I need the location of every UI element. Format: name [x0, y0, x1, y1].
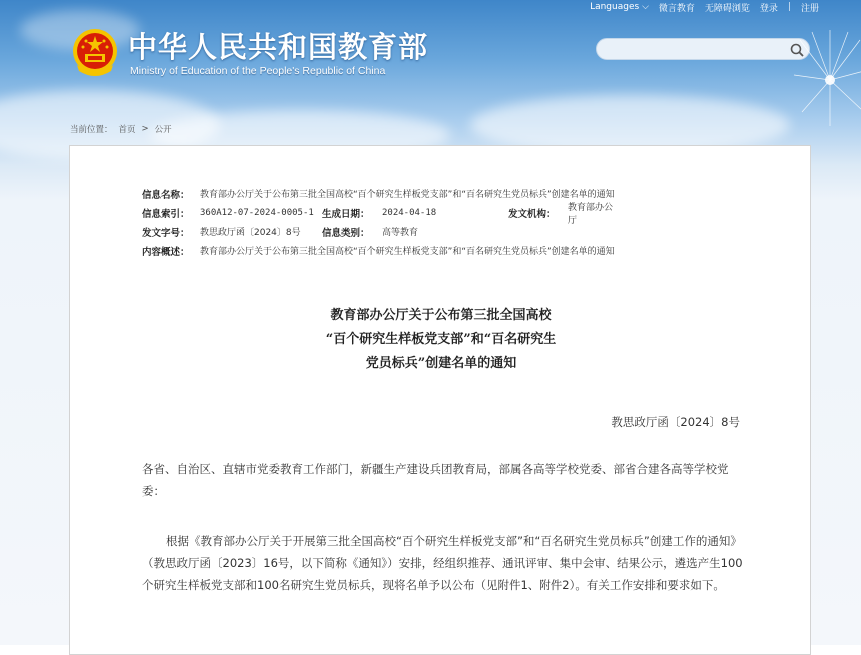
- body-paragraph: 根据《教育部办公厅关于开展第三批全国高校“百个研究生样板党支部”和“百名研究生党员标兵”创建工作的通知》（教思政厅函〔2023〕16号，以下简称《通知》）安排，经组织推荐、通讯评审、集中会审、结果公示，遴选产生100个研究生样板党支部和100名研究生党员标兵，现将名单予以公布（见附件1、附件2）。有关工作安排和要求如下。: [142, 534, 743, 592]
- top-utility-bar: [590, 0, 819, 14]
- login-link[interactable]: 登录: [759, 3, 778, 14]
- metadata-table: [142, 184, 615, 260]
- meta-category-label: 信息类别：: [322, 227, 370, 239]
- meta-date-label: 生成日期：: [322, 208, 370, 220]
- breadcrumb-prefix: 当前位置：: [70, 125, 113, 135]
- breadcrumb: [70, 123, 172, 135]
- title-line: 教育部办公厅关于公布第三批全国高校: [330, 308, 552, 323]
- document-number: 教思政厅函〔2024〕8号: [611, 415, 740, 429]
- meta-date-value: 2024-04-18: [382, 207, 437, 218]
- divider: |: [787, 2, 791, 12]
- breadcrumb-home[interactable]: 首页: [118, 125, 136, 135]
- meta-row-name: [142, 184, 615, 203]
- meta-summary-value: 教育部办公厅关于公布第三批全国高校“百个研究生样板党支部”和“百名研究生党员标兵”创建名单的通知: [200, 247, 615, 257]
- dandelion-decoration-icon: [790, 20, 861, 130]
- meta-category-value: 高等教育: [382, 228, 419, 238]
- meta-name-label: 信息名称：: [142, 189, 190, 201]
- meta-doc-value: 教思政厅函〔2024〕8号: [200, 228, 301, 238]
- breadcrumb-current[interactable]: 公开: [154, 125, 172, 135]
- national-emblem-icon: [71, 27, 119, 79]
- meta-index-value: 360A12-07-2024-0005-1: [200, 207, 314, 218]
- title-line: 党员标兵”创建名单的通知: [365, 356, 517, 371]
- title-line: “百个研究生样板党支部”和“百名研究生: [325, 332, 557, 347]
- weibo-link[interactable]: 微言教育: [658, 3, 695, 14]
- languages-label: Languages: [590, 2, 640, 12]
- meta-row-doc: [142, 222, 615, 241]
- document-title: [70, 304, 812, 376]
- meta-summary-label: 内容概述：: [142, 246, 190, 258]
- search-input[interactable]: [607, 42, 786, 58]
- register-link[interactable]: 注册: [800, 3, 819, 14]
- meta-index-label: 信息索引：: [142, 208, 190, 220]
- meta-doc-label: 发文字号：: [142, 227, 190, 239]
- meta-org-value: 教育部办公厅: [568, 202, 614, 226]
- site-subtitle: Ministry of Education of the People's Republic of China: [130, 65, 386, 77]
- accessibility-link[interactable]: 无障碍浏览: [704, 3, 750, 14]
- article-panel: [69, 145, 811, 655]
- meta-name-value: 教育部办公厅关于公布第三批全国高校“百个研究生样板党支部”和“百名研究生党员标兵”创建名单的通知: [200, 190, 615, 200]
- recipients-paragraph: 各省、自治区、直辖市党委教育工作部门，新疆生产建设兵团教育局，部属各高等学校党委、部省合建各高等学校党委：: [142, 462, 729, 498]
- chevron-down-icon: ⌵: [642, 2, 649, 12]
- languages-menu[interactable]: [590, 2, 649, 12]
- meta-org-label: 发文机构：: [508, 208, 556, 220]
- chevron-right-icon: >: [141, 124, 149, 134]
- meta-row-index: [142, 202, 615, 226]
- meta-row-summary: [142, 241, 615, 260]
- search-box: [596, 38, 810, 60]
- site-title: 中华人民共和国教育部: [128, 30, 429, 64]
